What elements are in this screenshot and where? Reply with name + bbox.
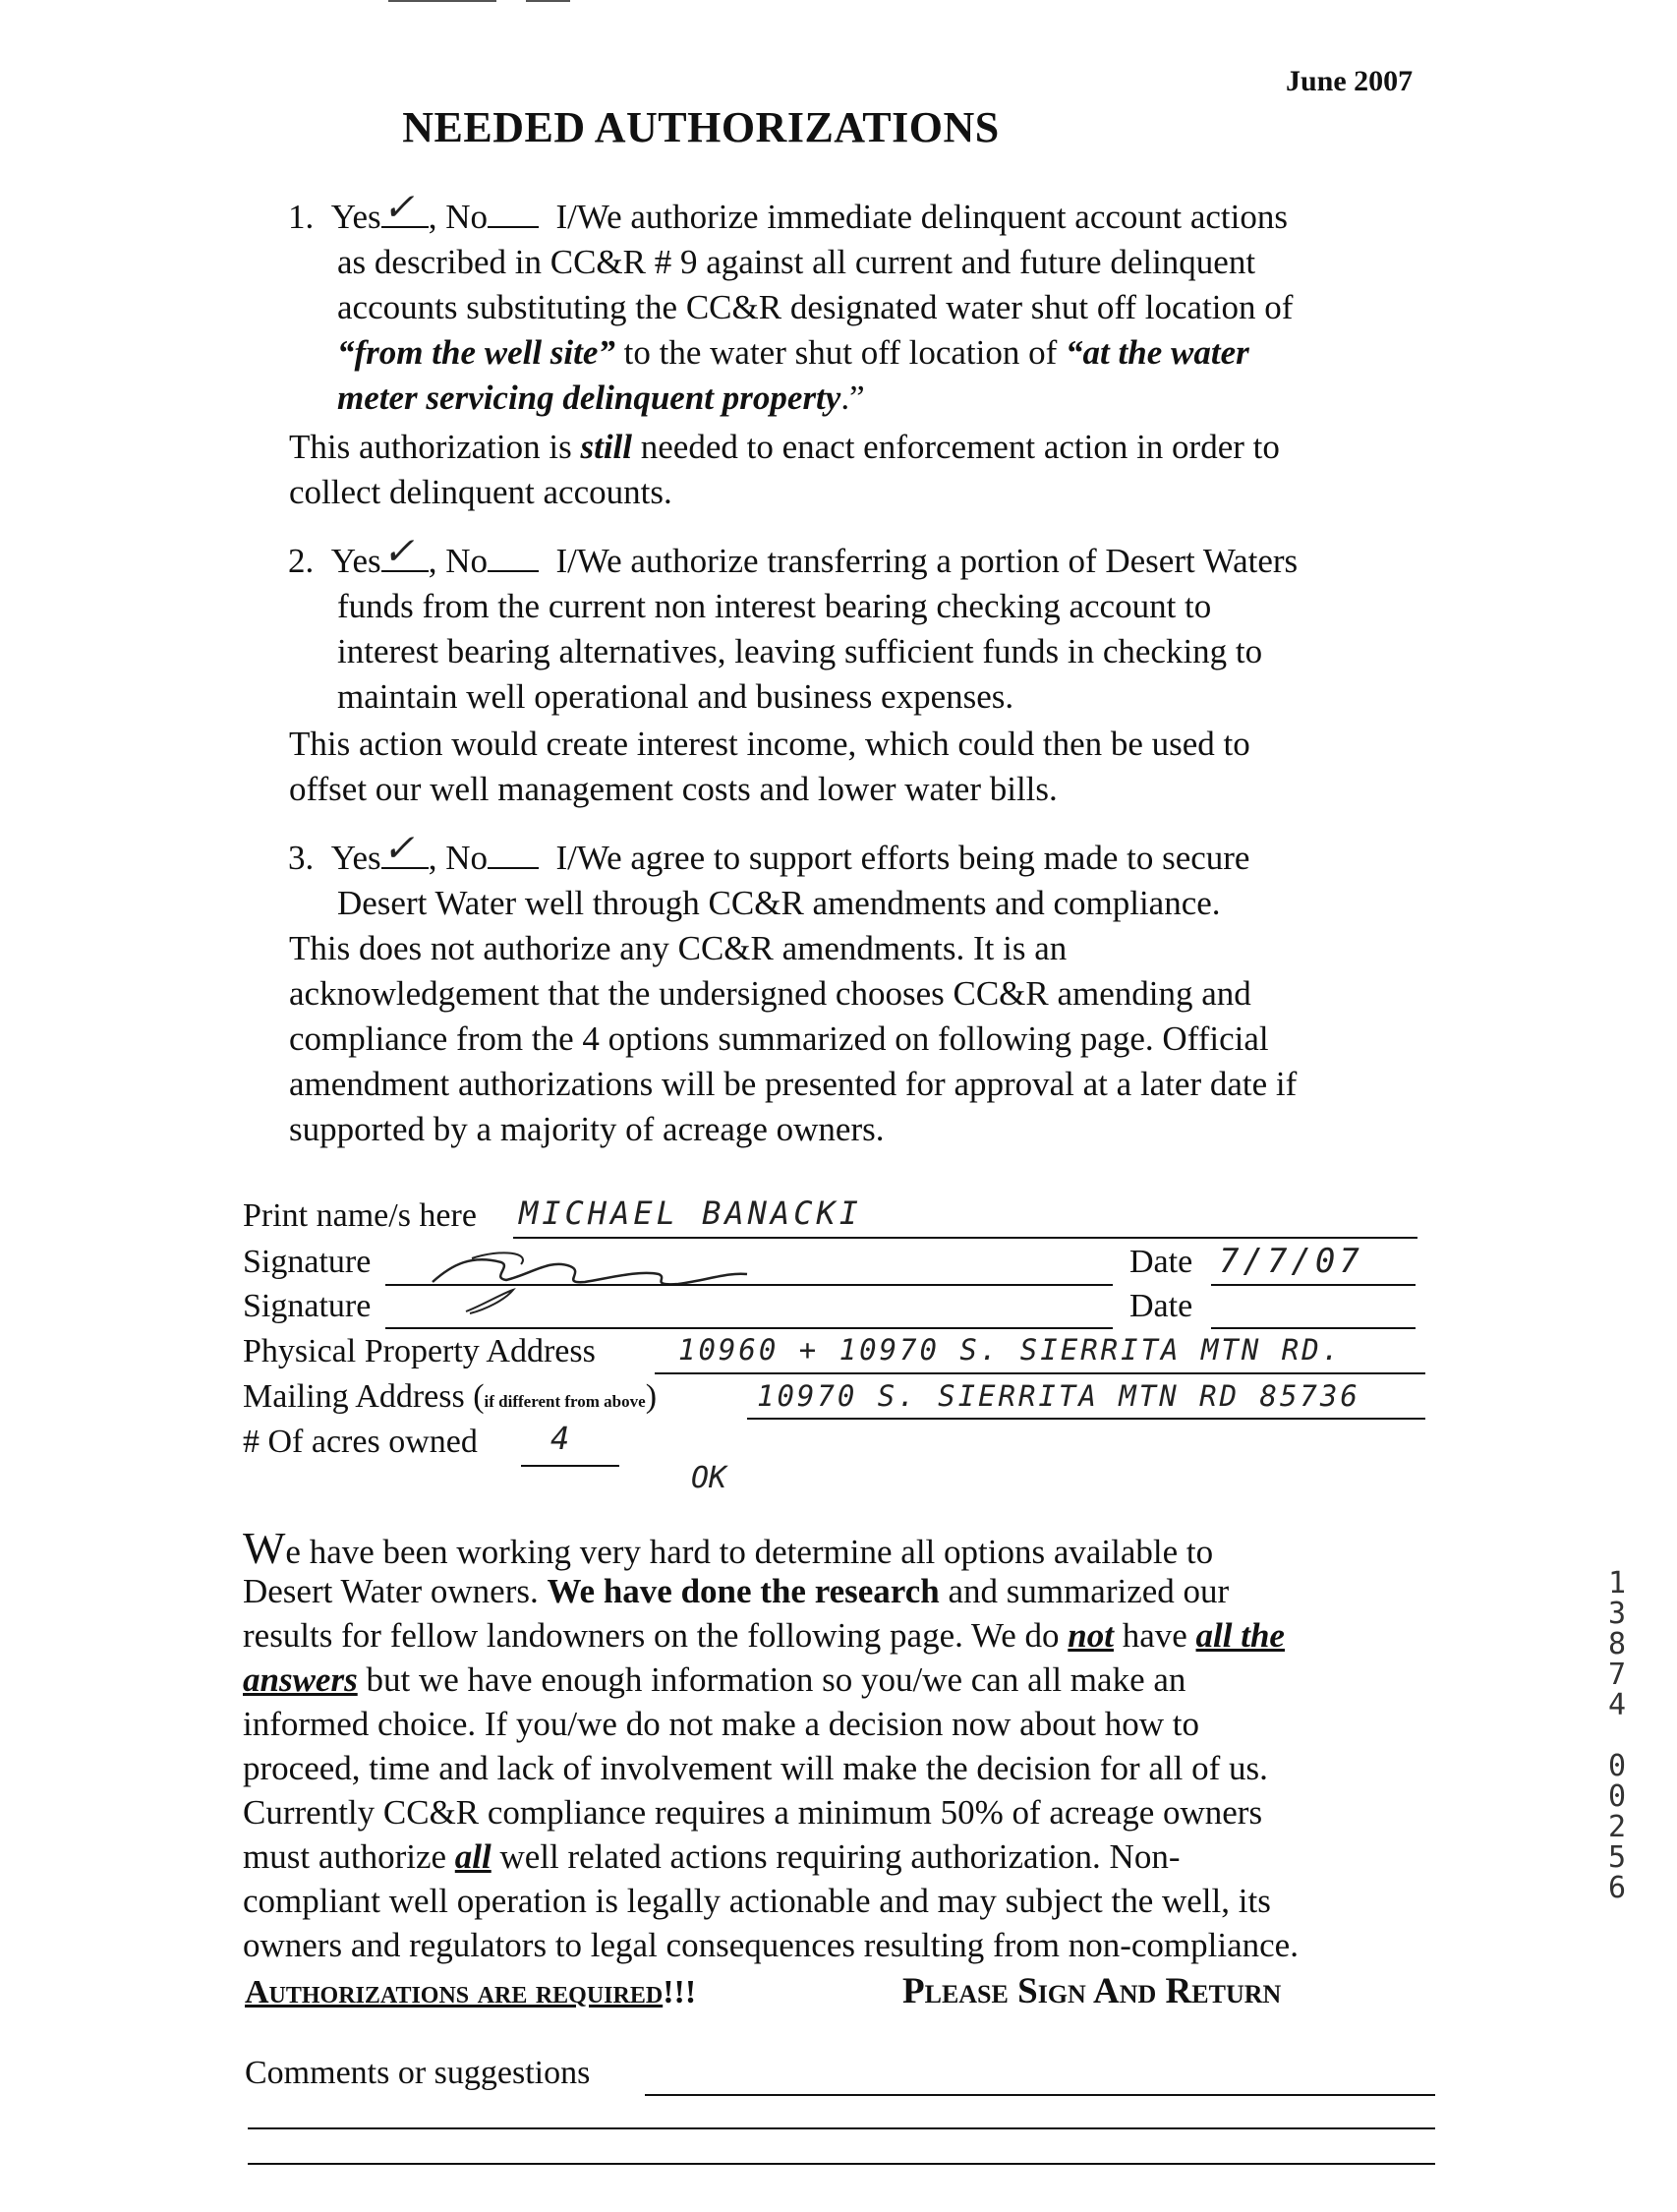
item-1-note xyxy=(289,425,1280,470)
item-3-row: 3. Yes ✓ , No I/We agree to support efforts being made to secure xyxy=(288,822,1250,877)
checkmark-icon: ✓ xyxy=(384,822,412,872)
yes-label: Yes xyxy=(330,839,381,877)
text: Desert Water owners. xyxy=(243,1572,548,1610)
checkmark-icon: ✓ xyxy=(384,181,412,231)
para-line: Currently CC&R compliance requires a minimum 50% of acreage owners xyxy=(243,1793,1263,1832)
print-name-field[interactable]: MICHAEL BANACKI xyxy=(519,1194,862,1232)
document-date: June 2007 xyxy=(1286,65,1414,97)
text: needed to enact enforcement action in order to xyxy=(632,428,1280,466)
physical-address-label: Physical Property Address xyxy=(243,1333,596,1369)
stamp-digit: 3 xyxy=(1607,1597,1627,1631)
para-line: informed choice. If you/we do not make a decision now about how to xyxy=(243,1705,1199,1743)
emphasis: still xyxy=(580,428,633,466)
stamp-digit: 8 xyxy=(1607,1627,1627,1661)
mailing-address-underline xyxy=(747,1418,1425,1420)
stamp-digit: 2 xyxy=(1607,1810,1627,1844)
date-2-underline xyxy=(1211,1327,1416,1329)
stamp-digit: 5 xyxy=(1607,1840,1627,1875)
comments-line-3[interactable] xyxy=(248,2163,1435,2165)
item-2-row: 2. Yes ✓ , No I/We authorize transferring a portion of Desert Waters xyxy=(288,525,1299,580)
stamp-gap xyxy=(1602,1720,1632,1751)
emphasis: meter servicing delinquent property xyxy=(337,378,841,417)
para-line xyxy=(243,1569,1229,1614)
item-3-note: This does not authorize any CC&R amendments. It is an xyxy=(289,929,1068,967)
item-1-line xyxy=(337,330,1249,376)
comments-label: Comments or suggestions xyxy=(245,2055,591,2091)
item-2-line: maintain well operational and business expenses. xyxy=(337,677,1014,716)
no-checkbox[interactable] xyxy=(488,539,539,572)
emphasis: “from the well site” xyxy=(337,333,615,372)
stamp-digit: 1 xyxy=(1607,1566,1627,1601)
item-2-note: This action would create interest income, which could then be used to xyxy=(289,725,1250,763)
scan-mark xyxy=(388,0,496,2)
item-3-line: Desert Water well through CC&R amendments and compliance. xyxy=(337,884,1221,922)
small-text: if different from above xyxy=(484,1392,646,1411)
item-number: 1. xyxy=(288,198,315,236)
comments-line-1[interactable] xyxy=(645,2094,1435,2096)
item-2-note: offset our well management costs and lower water bills. xyxy=(289,770,1058,808)
title-text: NEEDED AUTHORIZATIONS xyxy=(402,103,1000,151)
emphasis: We have done the research xyxy=(547,1572,940,1610)
yes-checkbox[interactable] xyxy=(381,822,429,872)
print-name-underline xyxy=(513,1237,1417,1239)
no-checkbox[interactable] xyxy=(488,195,539,228)
text: results for fellow landowners on the following page. We do xyxy=(243,1616,1069,1655)
para-line: owners and regulators to legal consequences resulting from non-compliance. xyxy=(243,1926,1299,1964)
yes-label: Yes xyxy=(330,198,381,236)
item-1-note: collect delinquent accounts. xyxy=(289,473,672,511)
acres-label: # Of acres owned xyxy=(243,1424,478,1460)
checkmark-icon: ✓ xyxy=(384,525,412,575)
mailing-address-field[interactable]: 10970 S. SIERRITA MTN RD 85736 xyxy=(757,1379,1360,1413)
item-number: 3. xyxy=(288,839,315,877)
date-field[interactable]: 7/7/07 xyxy=(1219,1242,1363,1281)
item-text: I/We authorize immediate delinquent account actions xyxy=(555,198,1289,236)
item-text: I/We authorize transferring a portion of Desert Waters xyxy=(555,542,1299,580)
no-checkbox[interactable] xyxy=(488,836,539,869)
document-title xyxy=(0,102,1677,152)
para-line: proceed, time and lack of involvement will make the decision for all of us. xyxy=(243,1749,1268,1787)
para-line xyxy=(243,1613,1285,1659)
sign-return-notice: Please Sign And Return xyxy=(902,1971,1282,2011)
item-2-line: funds from the current non interest bearing checking account to xyxy=(337,587,1212,625)
required-notice xyxy=(245,1970,696,2015)
para-line xyxy=(243,1523,1214,1575)
item-text: I/We agree to support efforts being made to secure xyxy=(555,839,1250,877)
signature-2-underline xyxy=(385,1327,1113,1329)
physical-address-underline xyxy=(655,1372,1425,1374)
text: but we have enough information so you/we can all make an xyxy=(357,1660,1186,1699)
emphasis: not xyxy=(1068,1616,1114,1655)
date-label: Date xyxy=(1129,1244,1193,1280)
item-1-line: as described in CC&R # 9 against all current and future delinquent xyxy=(337,243,1256,281)
item-number: 2. xyxy=(288,542,315,580)
stamp-digit: 0 xyxy=(1607,1779,1627,1814)
emphasis: all xyxy=(454,1837,492,1876)
item-2-line: interest bearing alternatives, leaving sufficient funds in checking to xyxy=(337,632,1263,670)
no-label: No xyxy=(445,542,488,580)
item-1-row: 1. Yes ✓ , No I/We authorize immediate delinquent account actions xyxy=(288,181,1289,236)
signature-2-mark[interactable] xyxy=(462,1286,521,1317)
item-3-note: compliance from the 4 options summarized on following page. Official xyxy=(289,1019,1269,1058)
signature-2-label: Signature xyxy=(243,1288,372,1324)
yes-checkbox[interactable] xyxy=(381,181,429,231)
acres-underline xyxy=(521,1465,619,1467)
physical-address-field[interactable]: 10960 + 10970 S. SIERRITA MTN RD. xyxy=(678,1333,1343,1367)
drop-cap: W xyxy=(243,1523,286,1573)
stamp-digit: 4 xyxy=(1607,1688,1627,1722)
mailing-address-label xyxy=(243,1378,657,1416)
item-1-line: accounts substituting the CC&R designated water shut off location of xyxy=(337,288,1294,326)
text: well related actions requiring authorization. Non- xyxy=(491,1837,1181,1876)
comments-line-2[interactable] xyxy=(248,2127,1435,2129)
emphasis: answers xyxy=(243,1660,358,1699)
text: .” xyxy=(840,378,865,417)
item-1-line xyxy=(337,376,865,421)
item-3-note: amendment authorizations will be presented for approval at a later date if xyxy=(289,1065,1298,1103)
emphasis: “at the water xyxy=(1066,333,1249,372)
text: ) xyxy=(645,1378,658,1415)
no-label: No xyxy=(445,839,488,877)
emphasis: !!! xyxy=(663,1974,697,2010)
ok-annotation: OK xyxy=(691,1461,727,1495)
date-2-label: Date xyxy=(1129,1288,1193,1324)
text: e have been working very hard to determine all options available to xyxy=(285,1533,1214,1571)
para-line: compliant well operation is legally actionable and may subject the well, its xyxy=(243,1882,1271,1920)
text: must authorize xyxy=(243,1837,455,1876)
emphasis: all the xyxy=(1195,1616,1285,1655)
acres-field[interactable]: 4 xyxy=(550,1420,574,1457)
bates-stamp xyxy=(1602,1568,1632,1903)
item-3-note: acknowledgement that the undersigned chooses CC&R amending and xyxy=(289,974,1251,1013)
yes-label: Yes xyxy=(330,542,381,580)
text: have xyxy=(1113,1616,1196,1655)
text: and summarized our xyxy=(939,1572,1230,1610)
para-line xyxy=(243,1834,1180,1880)
print-name-label: Print name/s here xyxy=(243,1197,477,1234)
no-label: No xyxy=(445,198,488,236)
yes-checkbox[interactable] xyxy=(381,525,429,575)
signature-label: Signature xyxy=(243,1244,372,1280)
text: Mailing Address ( xyxy=(243,1378,485,1415)
stamp-digit: 7 xyxy=(1607,1658,1627,1692)
item-3-note: supported by a majority of acreage owners. xyxy=(289,1110,885,1148)
date-underline xyxy=(1211,1284,1416,1286)
para-line xyxy=(243,1658,1185,1703)
emphasis: Authorizations are required xyxy=(245,1974,664,2010)
stamp-digit: 0 xyxy=(1607,1749,1627,1783)
stamp-digit: 6 xyxy=(1607,1871,1627,1905)
text: to the water shut off location of xyxy=(614,333,1067,372)
text: This authorization is xyxy=(289,428,581,466)
scan-mark xyxy=(526,0,570,2)
